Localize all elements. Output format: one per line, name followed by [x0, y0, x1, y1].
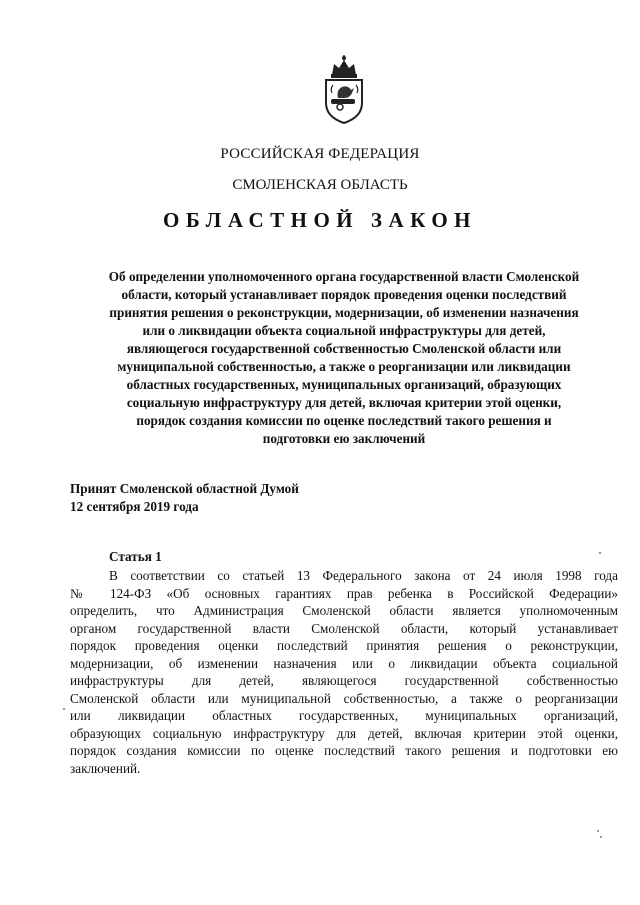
article-line: инфраструктуры для детей, являющегося государственной собственностью: [70, 673, 618, 688]
scan-speck: [597, 830, 599, 832]
scan-speck: [63, 708, 65, 710]
subject-line: или о ликвидации объекта социальной инфраструктуры для детей,: [142, 323, 546, 338]
law-type-title: ОБЛАСТНОЙ ЗАКОН: [162, 208, 477, 232]
subject-line: муниципальной собственностью, а также о реорганизации или ликвидации: [117, 359, 571, 374]
law-subject: [70, 268, 618, 448]
article-line: или ликвидации областных государственных, муниципальных организаций,: [70, 708, 618, 723]
adoption-block: [70, 480, 299, 516]
article-line: образующих социальную инфраструктуру для детей, включая критерии этой оценки,: [70, 725, 618, 741]
scan-speck: [599, 552, 601, 554]
scan-speck: [600, 836, 602, 838]
federation-header: РОССИЙСКАЯ ФЕДЕРАЦИЯ: [220, 146, 420, 162]
subject-line: принятия решения о реконструкции, модернизации, об изменении назначения: [109, 305, 579, 320]
article-line: В соответствии со статьей 13 Федерального закона от 24 июля 1998 года: [109, 568, 618, 583]
subject-line: подготовки ею заключений: [262, 431, 426, 446]
region-header: СМОЛЕНСКАЯ ОБЛАСТЬ: [232, 177, 408, 193]
article-line: Смоленской области или муниципальной собственностью, а также о реорганизации: [70, 690, 618, 706]
article-line: порядок проведения оценки последствий принятия решения о реконструкции,: [70, 638, 618, 653]
article-line: заключений.: [70, 760, 141, 776]
article-line: органом государственной власти Смоленской области, который устанавливает: [70, 620, 618, 636]
subject-line: являющегося государственной собственностью Смоленской области или: [126, 341, 562, 356]
article-line: порядок создания комиссии по оценке последствий такого решения и подготовки ею: [70, 743, 618, 758]
coat-of-arms-icon: [318, 55, 370, 125]
article-heading: Статья 1: [109, 549, 162, 564]
subject-line: областных государственных, муниципальных организаций, образующих: [126, 377, 562, 392]
article-line: модернизации, об изменении назначения или о ликвидации объекта социальной: [70, 655, 618, 671]
adopted-by: Принят Смоленской областной Думой: [70, 481, 299, 496]
subject-line: социальную инфраструктуру для детей, включая критерии этой оценки,: [126, 395, 562, 410]
subject-line: Об определении уполномоченного органа государственной власти Смоленской: [108, 269, 580, 284]
article-body: [70, 567, 618, 777]
article-line: № 124-ФЗ «Об основных гарантиях прав ребенка в Российской Федерации»: [70, 585, 618, 601]
subject-line: порядок создания комиссии по оценке последствий такого решения и: [136, 413, 552, 428]
article-line: определить, что Администрация Смоленской области является уполномоченным: [70, 603, 618, 618]
adoption-date: 12 сентября 2019 года: [70, 499, 199, 514]
subject-line: области, который устанавливает порядок проведения оценки последствий: [121, 287, 567, 302]
